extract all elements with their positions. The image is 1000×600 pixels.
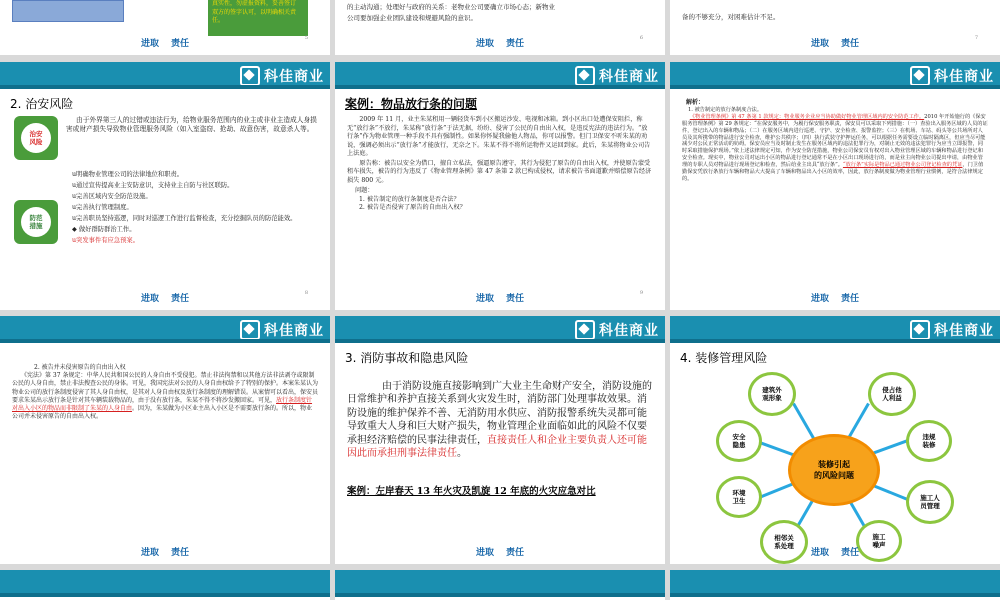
header-band — [0, 62, 330, 89]
paragraph: 原告称：被告以安全为借口，擅自立私法，强逼原告遵守，其行为侵犯了原告的自由出入权，并使原告蒙受租车损失，被告的行为违反了《物业管理条例》第 47 条第 2 款已构成侵权，请求被告书面道歉并赔偿原告经济损失 800 元。 — [347, 159, 652, 184]
brand-logo: 科佳商业 — [910, 66, 994, 86]
callout-line: 任。 — [212, 17, 225, 24]
list-item: ◆ 做好群防群治工作。 — [72, 226, 136, 233]
mindmap-node: 侵占他 人利益 — [868, 372, 916, 416]
blue-shape — [12, 0, 124, 22]
fire-paragraph: 由于消防设施直接影响到广大业主生命财产安全，消防设施的日常维护和养护直接关系到火灾发生时，消防部门处理事故效果。消防设施的维护保养不善、无消防用水供应、消防报警系统失灵都可能导致重大人身和巨大财产损失，物业管理企业面临如此的风险不仅要承担经济赔偿的民事法律责任，直接责任人和企业主要负责人还可能因此而承担刑事法律责任。 — [347, 381, 652, 460]
intro-text: 由于外界第三人的过错或违法行为，给物业服务范围内的业主或非业主造成人身损害或财产损失导致物业管理服务风险（如入室盗窃、抢劫、故意伤害，故意杀人等。 — [66, 116, 317, 134]
slide-thumb-6[interactable] — [335, 0, 665, 55]
brand-logo: 科佳商业 — [575, 320, 659, 340]
page-number: 5 — [304, 35, 308, 41]
slide-footer: 进取 责任 — [140, 548, 190, 558]
prevention-badge — [14, 200, 58, 244]
header-band — [670, 316, 1000, 343]
mind-map — [670, 372, 1000, 557]
header-band — [670, 62, 1000, 89]
slide-thumb-freedom[interactable] — [0, 316, 330, 564]
header-band — [670, 570, 1000, 597]
slide-thumb-next[interactable] — [670, 570, 1000, 600]
list-item: 2. 被告是否侵害了原告的自由出入权？ — [359, 204, 466, 211]
callout-line: 双方的签字认可，以明确相关责 — [212, 8, 297, 16]
brand-mark-icon — [240, 66, 260, 86]
case-text — [347, 116, 653, 213]
mindmap-node: 安全 隐患 — [716, 420, 762, 462]
slide-footer: 进取 责任 — [475, 39, 525, 49]
list-item: u完善执行管理制度。 — [72, 204, 133, 211]
security-risk-badge — [14, 116, 58, 160]
header-band — [0, 570, 330, 597]
list-item: u通过宣传提高业主安防意识，支持业主自防与社区联防。 — [72, 182, 234, 189]
page-number: 7 — [974, 35, 978, 41]
slide-thumb-case[interactable] — [335, 62, 665, 310]
slide-title: 2. 治安风险 — [10, 97, 74, 111]
slide-title: 4. 装修管理风险 — [680, 351, 768, 365]
slide-thumb-next[interactable] — [0, 570, 330, 600]
slide-thumb-analysis[interactable] — [670, 62, 1000, 310]
mindmap-node: 施工 噪声 — [856, 520, 902, 562]
slide-thumb-5[interactable] — [0, 0, 330, 55]
mindmap-node: 环境 卫生 — [716, 476, 762, 518]
callout-box — [208, 0, 308, 36]
list-item: 1. 被告制定的放行条制度是否合法？ — [359, 195, 460, 203]
page-number: 8 — [304, 290, 308, 296]
brand-mark-icon — [575, 66, 595, 86]
slide-thumb-security[interactable] — [0, 62, 330, 310]
slide-footer: 进取 责任 — [140, 39, 190, 49]
slide-footer: 进取 责任 — [140, 294, 190, 304]
mindmap-node: 相邻关 系处理 — [760, 520, 808, 564]
callout-line: 真实性，勿虚报资料，妥善签订 — [212, 0, 297, 7]
measure-list — [72, 168, 318, 247]
mindmap-center: 装修引起 的风险问题 — [788, 434, 880, 506]
paragraph: 备的不够充分，对困难估计不足。 — [682, 13, 780, 21]
list-item: u完善区域内安全防范设施。 — [72, 193, 152, 200]
brand-logo: 科佳商业 — [240, 66, 324, 86]
list-item: u明确物业管理公司的法律地位和职责。 — [72, 171, 184, 178]
slide-thumb-fire[interactable] — [335, 316, 665, 564]
brand-mark-icon — [240, 320, 260, 340]
shield-icon: 治安 风险 — [21, 123, 51, 153]
page-number: 9 — [639, 290, 643, 296]
brand-mark-icon — [910, 66, 930, 86]
slide-footer: 进取 责任 — [810, 39, 860, 49]
shield-check-icon: 防范 措施 — [21, 207, 51, 237]
mindmap-node: 施工人 员管理 — [906, 480, 954, 524]
header-band — [335, 62, 665, 89]
questions-label: 问题： — [355, 187, 374, 194]
header-band — [335, 570, 665, 597]
list-item: u完善职员坚持巡逻，同时对巡逻工作进行监督检查，充分挖掘队员的防范能效。 — [72, 215, 297, 222]
slide-title: 案例：物品放行条的问题 — [345, 97, 478, 111]
slide-thumb-7[interactable] — [670, 0, 1000, 55]
freedom-text — [12, 364, 318, 421]
analysis-label: 解析： — [686, 99, 705, 106]
page-number: 6 — [639, 35, 643, 41]
slide-footer: 进取 责任 — [810, 294, 860, 304]
analysis-text — [682, 100, 988, 183]
mindmap-node: 违规 装修 — [906, 420, 952, 462]
sub-heading: 1. 被告制定的放行条制度合法。 — [688, 106, 763, 113]
paragraph: 的主动沟通；处理好与政府的关系：老物业公司要确立市场心态；新物业 公司要加强企业团队建设和规避风险的意识。 — [347, 3, 555, 22]
slide-title: 3. 消防事故和隐患风险 — [345, 351, 469, 365]
sub-heading: 2. 被告并未侵害原告的自由出入权 — [34, 364, 126, 371]
slide-footer: 进取 责任 — [475, 294, 525, 304]
slide-footer: 进取 责任 — [475, 548, 525, 558]
brand-logo: 科佳商业 — [240, 320, 324, 340]
list-item: u突发事件有应急预案。 — [72, 237, 140, 244]
header-band — [335, 316, 665, 343]
case-link: 案例：左岸春天 13 年火灾及凯旋 12 年底的火灾应急对比 — [347, 486, 596, 497]
brand-mark-icon — [575, 320, 595, 340]
slide-thumb-decoration[interactable] — [670, 316, 1000, 564]
paragraph: 《宪法》第 37 条规定：中华人民共和国公民的人身自由不受侵犯。禁止非法拘禁和以其他方法非法剥夺或限制公民的人身自由，禁止非法搜查公民的身体。可见，我国宪法对公民的人身自由权给予了特别的保护。本案朱某认为物业公司的放行条制度侵害了其人身自由权，是其对人身自由权及放行条制度的理解错误。从案情可以看出，保安员要求朱某出示放行条是针对其车辆装载物品的，由于没有放行条，朱某不得不将沙发搬回家。可见，放行条制度针对出入小区的物品而非限制了朱某的人身自由。因为，朱某做为小区业主出入小区是不需要放行条的。所以，物业公司并未侵害原告的自由出入权。 — [12, 372, 319, 421]
paragraph: 《物业管理条例》第 47 条第 1 款规定：物业服务企业应当协助做好物业管理区域内的安全防范工作。2010 年开始施行的《保安服务管理条例》第 29 条规定：“在保安服务中，为履行保安服务职责，保安员可以采取下列措施：（一）查验出入服务区域的人员的证件，登记出入的车辆和物品；（二）在服务区域内进行巡逻、守护、安全检查、报警监控；（三）在机场、车站、码头等公共场所对人员及其所携带的物品进行安全检查，维护公共秩序；（四）执行武装守护押运任务，可以根据任务需要设立临时隔离区，但应当尽可能减少对公民正常活动的妨碍。保安员应当及时制止发生在服务区域内的违法犯罪行为，对制止无效的违法犯罪行为应当立即报警，同时采取措施保护现场。”依上述法律规定可知，作为安全防范措施，物业公司保安员有权对出入物业管理区域的车辆和物品进行登记和安全检查。现实中，物业公司对运出小区的物品进行登记通常不是在小区出口现场进行的，而是业主向物业公司提出申请，由物业管理的专职人员对物品进行现场登记和检查，然后给业主出具“放行条”。“放行条”实际是物品已通过物业公司登记检查的凭证，门卫值勤保安凭放行条放行车辆和物品大大提高了车辆和物品出入小区的效率，因此，放行条制度做为物业管理行业惯例，是符合法律规定的。 — [682, 113, 988, 182]
brand-mark-icon — [910, 320, 930, 340]
paragraph: 2009 年 11 月，业主朱某租用一辆轻货车到小区搬运沙发、电视和冰箱。到小区出口处遭保安阻拦，称无“放行条”不放行，朱某称“放行条”于法无据，纷纷、侵害了公民的自由出入权，是违反宪法的违法行为。“放行条”作为物业管理一种手段不具有强制性。如果你怀疑我偷他人物品，你可以报警。但门卫保安不听朱某的劝说，强调必须出示“放行条”才能放行，无奈之下。朱某不得不将所运物件又运回到家。此后，朱某将物业公司告上法庭。 — [347, 116, 651, 157]
slide-footer: 进取 责任 — [810, 548, 860, 558]
slide-thumb-next[interactable] — [335, 570, 665, 600]
brand-logo: 科佳商业 — [910, 320, 994, 340]
brand-logo: 科佳商业 — [575, 66, 659, 86]
header-band — [0, 316, 330, 343]
mindmap-node: 建筑外 观形象 — [748, 372, 796, 416]
